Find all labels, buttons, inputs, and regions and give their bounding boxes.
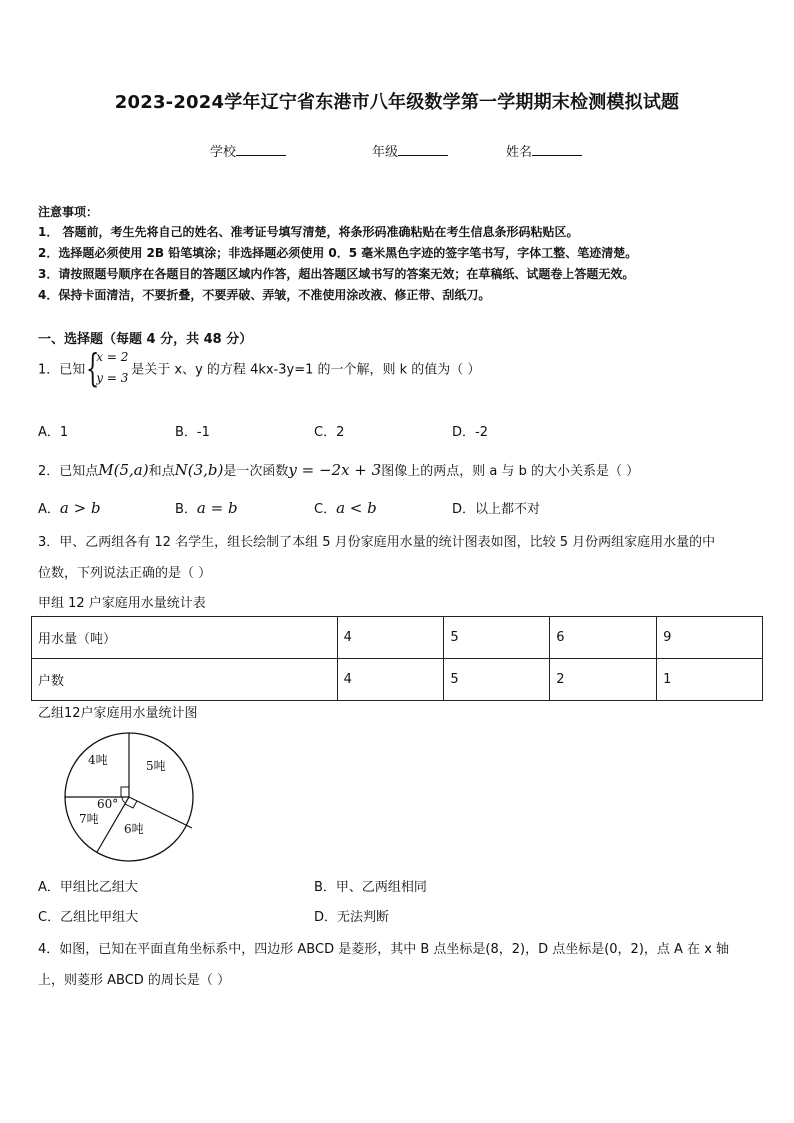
notes-title: 注意事项： <box>38 205 99 219</box>
water-usage-table <box>31 616 763 701</box>
q1-option-a: A．1 <box>38 425 69 440</box>
option-label: D．以上都不对 <box>452 502 541 517</box>
note-item: 2．选择题必须使用 2B 铅笔填涂；非选择题必须使用 0．5 毫米黑色字迹的签字笔书写，字体工整、笔迹清楚。 <box>38 246 638 260</box>
q2-text-4: 图像上的两点，则 a 与 b 的大小关系是（ ） <box>381 464 640 479</box>
q3-option-a: A．甲组比乙组大 <box>38 880 138 895</box>
note-item: 3．请按照题号顺序在各题目的答题区域内作答，超出答题区域书写的答案无效；在草稿纸、试题卷上答题无效。 <box>38 267 635 281</box>
pie-chart-caption: 乙组12户家庭用水量统计图 <box>38 706 198 721</box>
page-title: 2023-2024学年辽宁省东港市八年级数学第一学期期末检测模拟试题 <box>114 92 680 113</box>
table-cell: 4 <box>337 617 444 659</box>
q2-option-b <box>175 498 238 517</box>
grade-label: 年级 <box>372 145 399 160</box>
note-item: 1． 答题前，考生先将自己的姓名、准考证号填写清楚，将条形码准确粘贴在考生信息条形码粘贴区。 <box>38 225 579 239</box>
table-cell: 4 <box>337 659 444 701</box>
section-heading: 一、选择题（每题 4 分，共 48 分） <box>38 332 253 347</box>
option-label: A． <box>38 502 60 517</box>
slice-label: 7吨 <box>79 812 99 826</box>
table-cell: 1 <box>657 659 763 701</box>
slice-label: 4吨 <box>88 753 108 767</box>
question-3-line-2: 位数，下列说法正确的是（ ） <box>38 566 212 581</box>
pie-chart <box>56 722 216 870</box>
grade-blank <box>398 143 448 156</box>
table-cell: 9 <box>657 617 763 659</box>
note-item: 4．保持卡面清洁，不要折叠，不要弄破、弄皱，不准使用涂改液、修正带、刮纸刀。 <box>38 288 491 302</box>
question-3-line-1: 3．甲、乙两组各有 12 名学生，组长绘制了本组 5 月份家庭用水量的统计图表如图，比较 5 月份两组家庭用水量的中 <box>38 535 716 550</box>
name-label: 姓名 <box>506 145 533 160</box>
table-cell: 5 <box>444 617 550 659</box>
option-math: a > b <box>59 499 101 517</box>
system-line-2: y = 3 <box>96 371 129 385</box>
option-math: a = b <box>196 499 238 517</box>
row-header: 户数 <box>32 659 338 701</box>
table-cell: 6 <box>550 617 657 659</box>
slice-label: 5吨 <box>146 759 166 773</box>
point-n: N(3,b) <box>174 461 224 479</box>
q1-prefix: 1．已知 <box>38 362 86 378</box>
row-header: 用水量（吨） <box>32 617 338 659</box>
brace-icon: { <box>86 346 100 390</box>
q2-text-1: 2．已知点 <box>38 464 99 479</box>
system-line-1: x = 2 <box>96 350 129 364</box>
question-1 <box>38 346 481 390</box>
angle-arc <box>122 797 126 803</box>
table-row <box>32 617 763 659</box>
q2-option-c <box>314 498 377 517</box>
q1-suffix: 是关于 x、y 的方程 4kx-3y=1 的一个解，则 k 的值为（ ） <box>131 362 481 378</box>
q2-text-3: 是一次函数 <box>223 464 289 479</box>
angle-label: 60° <box>97 797 119 811</box>
option-label: C． <box>314 502 337 517</box>
q2-option-a <box>38 498 101 517</box>
q3-option-c: C．乙组比甲组大 <box>38 910 139 925</box>
q3-option-d: D．无法判断 <box>314 910 390 925</box>
table-cell: 5 <box>444 659 550 701</box>
table-caption: 甲组 12 户家庭用水量统计表 <box>38 596 206 611</box>
question-4-line-2: 上，则菱形 ABCD 的周长是（ ） <box>38 973 231 988</box>
school-label: 学校 <box>210 145 237 160</box>
linear-function: y = −2x + 3 <box>288 461 382 479</box>
grade-field <box>372 141 448 160</box>
q1-option-c: C．2 <box>314 425 345 440</box>
school-field <box>210 141 286 160</box>
table-cell: 2 <box>550 659 657 701</box>
school-blank <box>236 143 286 156</box>
q2-option-d <box>452 498 540 517</box>
q3-option-b: B．甲、乙两组相同 <box>314 880 427 895</box>
point-m: M(5,a) <box>98 461 149 479</box>
question-4-line-1: 4．如图，已知在平面直角坐标系中，四边形 ABCD 是菱形，其中 B 点坐标是(8，2)，D 点坐标是(0，2)，点 A 在 x 轴 <box>38 942 730 957</box>
option-math: a < b <box>336 499 377 517</box>
name-field <box>506 141 582 160</box>
right-angle-mark <box>125 801 137 808</box>
question-2 <box>38 460 639 479</box>
q1-option-b: B．-1 <box>175 425 210 440</box>
right-angle-mark <box>121 787 129 797</box>
option-label: B． <box>175 502 197 517</box>
equation-system <box>86 346 130 390</box>
name-blank <box>532 143 582 156</box>
q1-option-d: D．-2 <box>452 425 488 440</box>
slice-label: 6吨 <box>124 822 144 836</box>
table-row <box>32 659 763 701</box>
q2-text-2: 和点 <box>148 464 175 479</box>
